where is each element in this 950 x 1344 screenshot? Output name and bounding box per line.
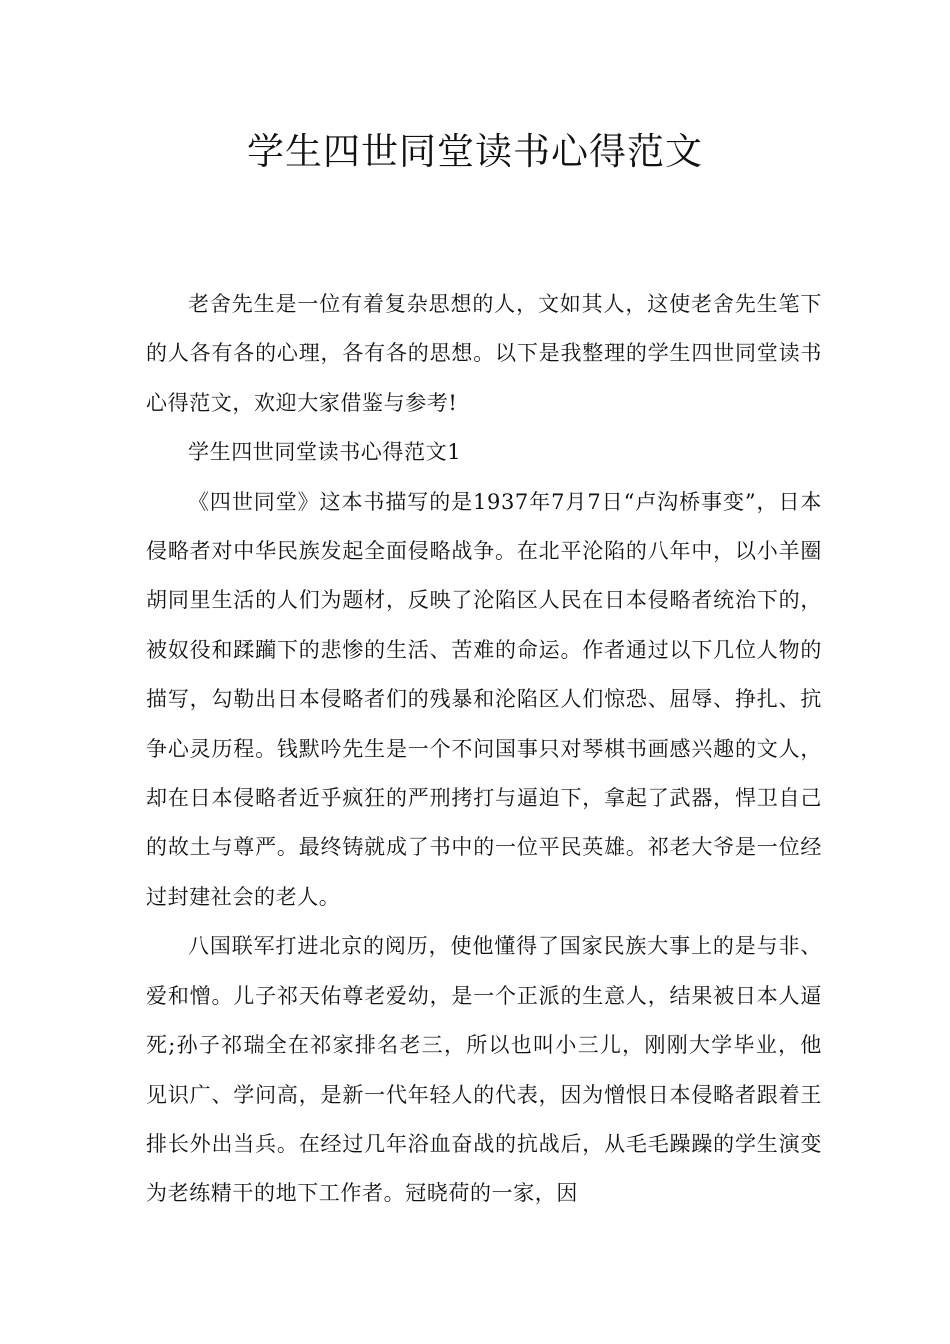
body-paragraph: 八国联军打进北京的阅历，使他懂得了国家民族大事上的是与非、爱和憎。儿子祁天佑尊老爱幼，是一个正派的生意人，结果被日本人逼死;孙子祁瑞全在祁家排名老三，所以也叫小三儿，刚刚大学毕业，他见识广、学问高，是新一代年轻人的代表，因为憎恨日本侵略者跟着王排长外出当兵。在经过几年浴血奋战的抗战后，从毛毛躁躁的学生演变为老练精干的地下工作者。冠晓荷的一家，因 [146,934,822,1206]
document-body [146,280,822,1219]
body-paragraph: 《四世同堂》这本书描写的是1937年7月7日“卢沟桥事变”，日本侵略者对中华民族发起全面侵略战争。在北平沦陷的八年中，以小羊圈胡同里生活的人们为题材，反映了沦陷区人民在日本侵略者统治下的，被奴役和蹂躏下的悲惨的生活、苦难的命运。作者通过以下几位人物的描写，勾勒出日本侵略者们的残暴和沦陷区人们惊恐、屈辱、挣扎、抗争心灵历程。钱默吟先生是一个不问国事只对琴棋书画感兴趣的文人，却在日本侵略者近乎疯狂的严刑拷打与逼迫下，拿起了武器，悍卫自己的故土与尊严。最终铸就成了书中的一位平民英雄。祁老大爷是一位经过封建社会的老人。 [146,489,822,909]
section-heading: 学生四世同堂读书心得范文1 [188,440,462,465]
document-title: 学生四世同堂读书心得范文 [247,130,703,173]
intro-paragraph: 老舍先生是一位有着复杂思想的人，文如其人，这使老舍先生笔下的人各有各的心理，各有各的思想。以下是我整理的学生四世同堂读书心得范文，欢迎大家借鉴与参考! [146,292,822,415]
